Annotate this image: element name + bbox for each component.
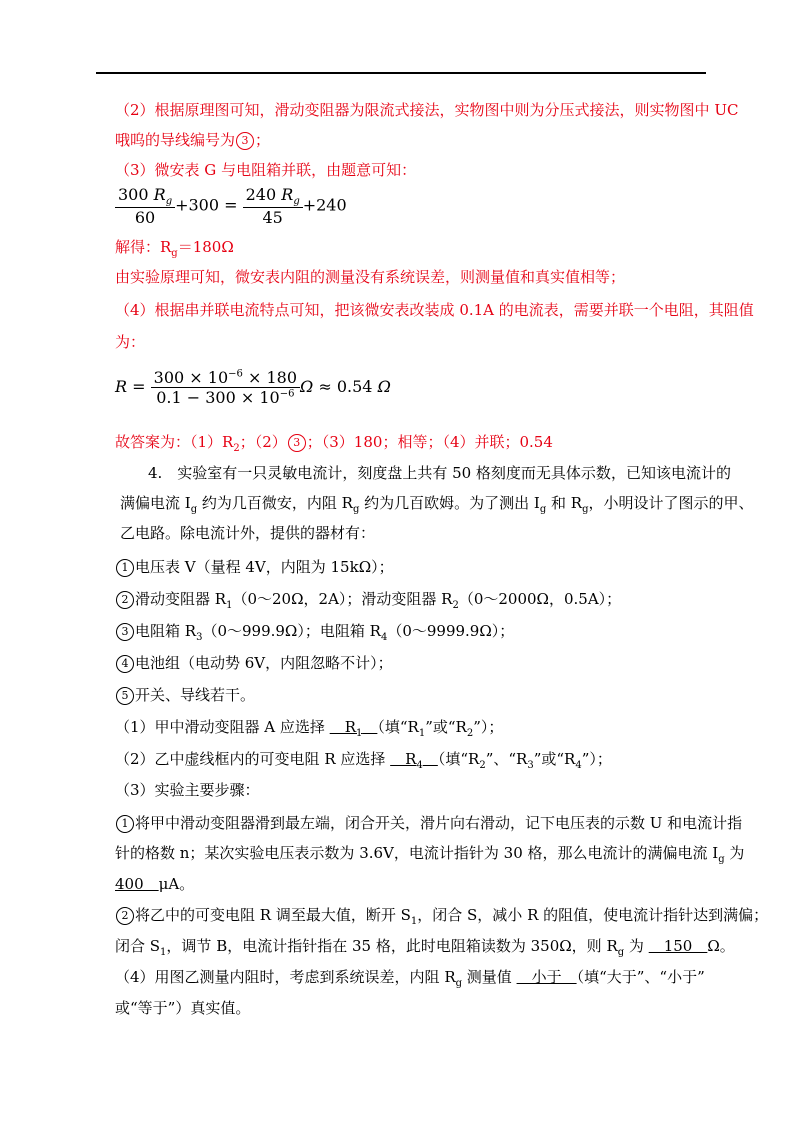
equipment-item-1: 1 电压表 V（量程 4V，内阻为 15kΩ）； (115, 557, 394, 577)
formula-1: $\frac{300 R_g}{60}$ +300 = $\frac{240 R_g}{45}$ +240 (115, 185, 347, 227)
step-1-line-3: 400 μA。 (115, 875, 195, 893)
solution-line-4b: 为： (115, 333, 146, 351)
subquestion-3: （3）实验主要步骤： (115, 781, 260, 799)
circled-number: 3 (288, 434, 306, 452)
answer-blank: 小于 (516, 968, 577, 986)
answer-blank: $R_4$ (390, 750, 423, 771)
equipment-item-3: 3 电阻箱 $R_3(0\sim 999.9\Omega)$；电阻箱 $R_4(0\sim 9999.9\Omega)$； (115, 621, 514, 648)
equipment-item-4: 4 电池组（电动势 6V，内阻忽略不计）； (115, 653, 393, 673)
subquestion-2: （2）乙中虚线框内的可变电阻 R 应选择 $R_4$ （填“$R_2$”、“$R_3$”或“$R_4$”）； (115, 750, 612, 771)
subquestion-4: （4）用图乙测量内阻时，考虑到系统误差，内阻 $R_g$ 测量值 小于 （填“大于”、“小于” (115, 968, 705, 989)
answer-summary: 故答案为：$(1)R_2$；（2） 3 ；（3）180；相等；（4）并联；0.54 (115, 433, 553, 454)
equipment-item-2: 2 滑动变阻器 $R_1(0\sim 20\Omega$，2A）；滑动变阻器 $R_2(0\sim 2000\Omega$，0.5A）； (115, 589, 621, 616)
header-rule (96, 72, 706, 74)
answer-blank: $R_1$ (329, 718, 363, 739)
solution-line-2b: 哦呜的导线编号为 3 ； (115, 131, 271, 149)
answer-blank: 150 (648, 937, 708, 955)
step-2-line-1: 2 将乙中的可变电阻 R 调至最大值，断开 $S_1$，闭合 S，减小 R 的阻值，使电流计指针达到满偏； (115, 905, 768, 932)
q4-line-3: 乙电路。除电流计外，提供的器材有： (120, 524, 376, 542)
solution-line-4a: （4）根据串并联电流特点可知，把该微安表改装成 0.1A 的电流表，需要并联一个电阻，其阻值 (115, 301, 754, 319)
solution-line-2a: （2）根据原理图可知，滑动变阻器为限流式接法，实物图中则为分压式接法，则实物图中 UC (115, 101, 739, 119)
circled-number: 3 (236, 132, 254, 150)
subquestion-4-cont: 或“等于”）真实值。 (115, 999, 251, 1017)
subquestion-1: （1）甲中滑动变阻器 A 应选择 $R_1$ （填“$R_1$”或“$R_2$”）； (115, 718, 504, 739)
solution-conclusion: 由实验原理可知，微安表内阻的测量没有系统误差，则测量值和真实值相等； (115, 268, 626, 286)
solution-line-3: （3）微安表 G 与电阻箱并联，由题意可知： (115, 161, 417, 179)
solution-solve: 解得：$R_g=180\Omega$ (115, 238, 234, 259)
step-1-line-2: 针的格数 n；某次实验电压表示数为 3.6V，电流计指针为 30 格，那么电流计的满偏电流 $I_g$ 为 (115, 844, 745, 865)
equipment-item-5: 5 开关、导线若干。 (115, 685, 255, 705)
formula-2: R = $\frac{300 \times 10^{-6} \times 180}{0.1 - 300 \times 10^{-6}}$ Ω ≈ 0.54 Ω (115, 368, 391, 407)
q4-line-2: 满偏电流 $I_g$ 约为几百微安，内阻 $R_g$ 约为几百欧姆。为了测出 $I_g$ 和 $R_g$，小明设计了图示的甲、 (120, 494, 754, 515)
answer-blank: 400 (115, 875, 159, 893)
step-1-line-1: 1 将甲中滑动变阻器滑到最左端，闭合开关，滑片向右滑动，记下电压表的示数 U 和电流计指 (115, 813, 742, 833)
q4-line-1: 4. 实验室有一只灵敏电流计，刻度盘上共有 50 格刻度而无具体示数，已知该电流计的 (148, 464, 731, 482)
step-2-line-2: 闭合 $S_1$，调节 B，电流计指针指在 35 格，此时电阻箱读数为 350Ω，则 $R_g$ 为 150 Ω。 (115, 937, 735, 958)
